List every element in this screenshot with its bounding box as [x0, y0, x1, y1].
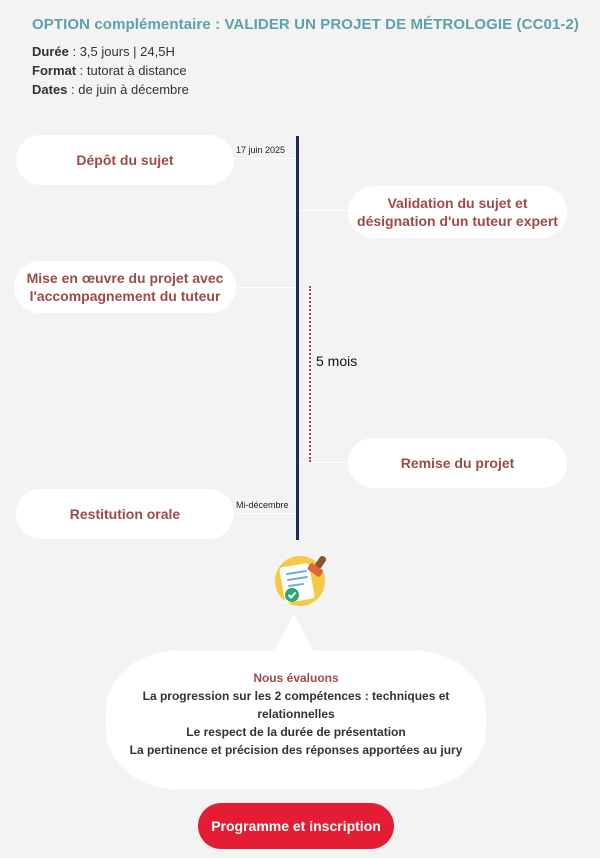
step-label-line2: l'accompagnement du tuteur [29, 288, 221, 304]
bubble-tail [272, 614, 316, 656]
evaluation-bubble [106, 651, 486, 789]
duration-label: 5 mois [316, 353, 358, 369]
connector [230, 287, 296, 288]
connector [299, 210, 351, 211]
duration-value: : 3,5 jours | 24,5H [68, 44, 175, 59]
step-label-line1: Mise en œuvre du projet avec [26, 270, 224, 286]
dates-value: : de juin à décembre [67, 82, 189, 97]
step-restitution-orale [16, 489, 234, 539]
end-date: Mi-décembre [236, 500, 289, 510]
evaluation-item: La pertinence et précision des réponses apportées au jury [129, 743, 463, 757]
start-date: 17 juin 2025 [236, 145, 286, 155]
evaluation-item: relationnelles [257, 707, 335, 721]
step-label: Dépôt du sujet [76, 152, 174, 168]
timeline-line [296, 136, 299, 540]
approved-document-stamp-icon [270, 552, 332, 613]
step-label: Restitution orale [69, 506, 181, 522]
evaluation-heading: Nous évaluons [253, 671, 339, 685]
connector [226, 513, 296, 514]
format-info [32, 63, 187, 78]
dates-label: Dates [32, 82, 68, 97]
format-value: : tutorat à distance [76, 63, 187, 78]
step-label-line1: Validation du sujet et [387, 195, 528, 211]
evaluation-item: La progression sur les 2 compétences : techniques et [142, 689, 450, 703]
connector [226, 158, 296, 159]
step-validation-sujet [348, 186, 567, 238]
evaluation-item: Le respect de la durée de présentation [186, 725, 406, 739]
step-label: Remise du projet [400, 455, 515, 471]
page-title: OPTION complémentaire : VALIDER UN PROJET DE MÉTROLOGIE (CC01-2) [32, 16, 580, 33]
duration-bracket [309, 286, 311, 462]
step-label-line2: désignation d'un tuteur expert [357, 213, 558, 229]
dates-info [32, 82, 189, 97]
step-mise-en-oeuvre [14, 261, 236, 313]
step-depot-sujet [16, 135, 234, 185]
duration-label: Durée [32, 44, 69, 59]
programme-inscription-button[interactable]: Programme et inscription [198, 803, 394, 849]
duration-info [32, 44, 175, 59]
step-remise-projet [348, 438, 567, 488]
connector [299, 462, 351, 463]
format-label: Format [32, 63, 77, 78]
